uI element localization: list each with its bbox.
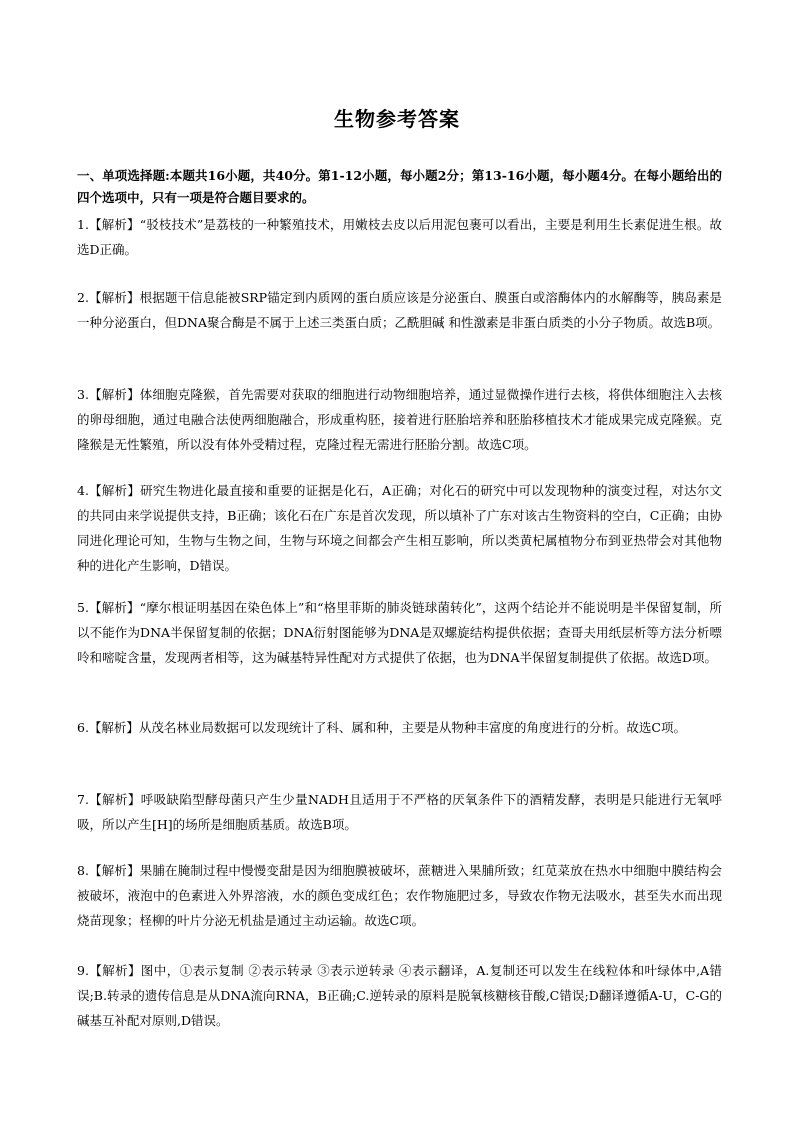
answer-item-7: 7.【解析】呼吸缺陷型酵母菌只产生少量NADH且适用于不严格的厌氧条件下的酒精发酵，表明是只能进行无氧呼吸，所以产生[H]的场所是细胞质基质。故选B项。 (77, 792, 722, 832)
answer-item-2: 2.【解析】根据题干信息能被SRP锚定到内质网的蛋白质应该是分泌蛋白、膜蛋白或溶酶体内的水解酶等，胰岛素是一种分泌蛋白，但DNA聚合酶是不属于上述三类蛋白质；乙酰胆碱 和性激素是非蛋白质类的小分子物质。故选B项。 (77, 290, 722, 330)
answer-item-4: 4.【解析】研究生物进化最直接和重要的证据是化石，A正确；对化石的研究中可以发现物种的演变过程，对达尔文的共同由来学说提供支持，B正确；该化石在广东是首次发现，所以填补了广东对该古生物资料的空白，C正确；由协同进化理论可知，生物与生物之间，生物与环境之间都会产生相互影响，所以类黄杞属植物分布到亚热带会对其他物种的进化产生影响，D错误。 (77, 483, 722, 573)
section-heading: 一、单项选择题:本题共16小题，共40分。第1-12小题，每小题2分；第13-16小题，每小题4分。在每小题给出的四个选项中，只有一项是符合题目要求的。 (77, 168, 722, 205)
answer-item-9: 9.【解析】图中，①表示复制 ②表示转录 ③表示逆转录 ④表示翻译，A.复制还可以发生在线粒体和叶绿体中,A错误;B.转录的遗传信息是从DNA流向RNA，B正确;C.逆转录的原料是脱氧核糖核苷酸,C错误;D翻译遵循A-U，C-G的碱基互补配对原则,D错误。 (77, 963, 722, 1028)
answer-item-8: 8.【解析】果脯在腌制过程中慢慢变甜是因为细胞膜被破坏，蔗糖进入果脯所致；红苋菜放在热水中细胞中膜结构会被破坏，液泡中的色素进入外界溶液，水的颜色变成红色；农作物施肥过多，导致农作物无法吸水，甚至失水而出现烧苗现象；柽柳的叶片分泌无机盐是通过主动运输。故选C项。 (77, 863, 722, 928)
page-title: 生物参考答案 (334, 107, 460, 131)
answer-item-5: 5.【解析】“摩尔根证明基因在染色体上”和“格里菲斯的肺炎链球菌转化”，这两个结论并不能说明是半保留复制，所以不能作为DNA半保留复制的依据；DNA衍射图能够为DNA是双螺旋结构提供依据；查哥夫用纸层析等方法分析嘌呤和嘧啶含量，发现两者相等，这为碱基特异性配对方式提供了依据，也为DNA半保留复制提供了依据。故选D项。 (77, 600, 722, 665)
answer-item-3: 3.【解析】体细胞克隆猴，首先需要对获取的细胞进行动物细胞培养，通过显微操作进行去核，将供体细胞注入去核的卵母细胞，通过电融合法使两细胞融合，形成重构胚，接着进行胚胎培养和胚胎移植技术才能成果完成克隆猴。克隆猴是无性繁殖，所以没有体外受精过程，克隆过程无需进行胚胎分割。故选C项。 (77, 387, 722, 452)
answer-item-6: 6.【解析】从茂名林业局数据可以发现统计了科、属和种，主要是从物种丰富度的角度进行的分析。故选C项。 (77, 720, 686, 735)
answer-item-1: 1.【解析】“驳枝技术”是荔枝的一种繁殖技术，用嫩枝去皮以后用泥包裹可以看出，主要是利用生长素促进生根。故选D正确。 (77, 217, 722, 257)
